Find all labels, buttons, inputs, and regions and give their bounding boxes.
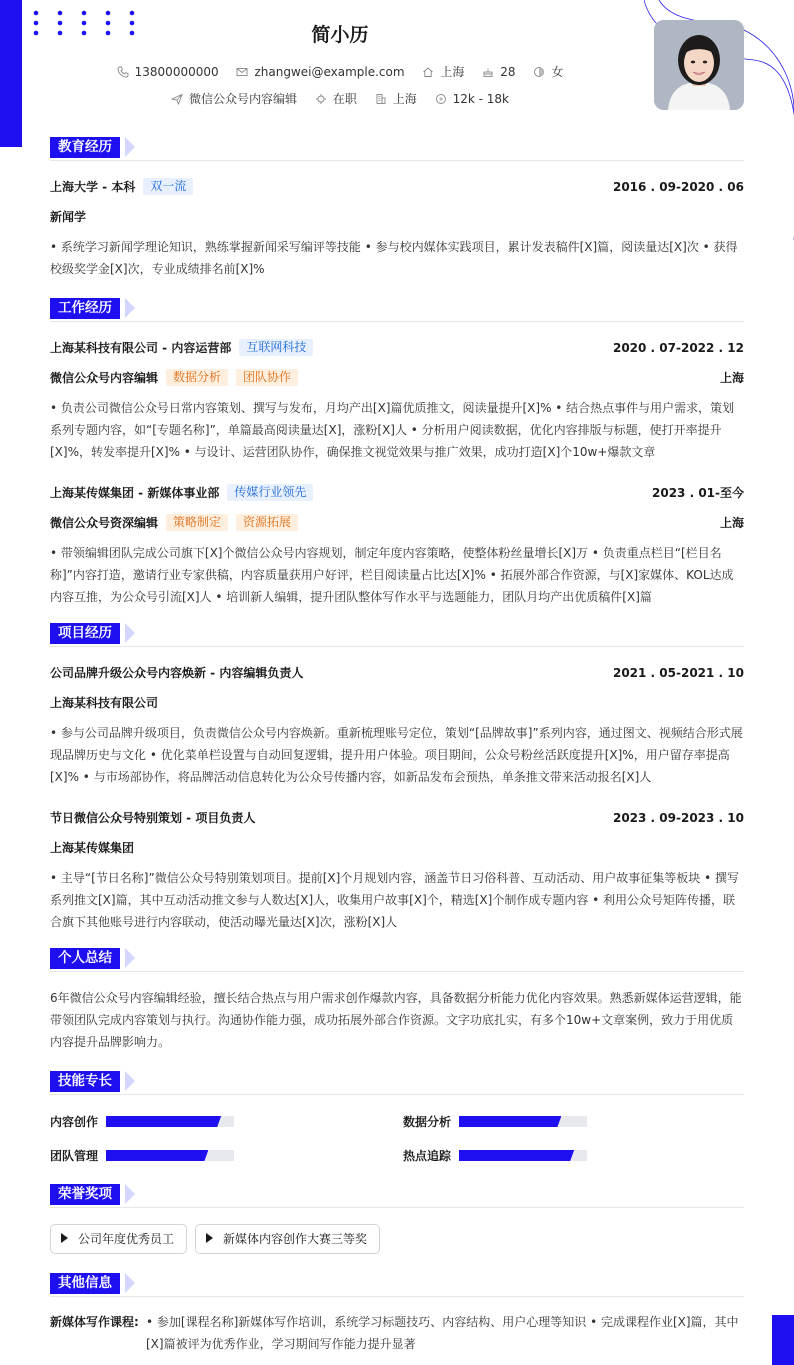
status-text: 在职 xyxy=(332,92,357,106)
other-entry xyxy=(50,1311,744,1355)
honors-section xyxy=(50,1184,744,1256)
award-item xyxy=(50,1224,187,1254)
skill-tag: 数据分析 xyxy=(166,369,228,386)
section-title-fold xyxy=(125,137,135,157)
section-title-fold xyxy=(125,948,135,968)
location-info xyxy=(422,63,464,80)
project-entry xyxy=(50,808,744,933)
role-name: 微信公众号资深编辑 xyxy=(50,516,159,530)
skill-tag: 策略制定 xyxy=(166,514,228,531)
salary-icon xyxy=(435,93,447,105)
skills-grid xyxy=(50,1095,744,1175)
project-section-header xyxy=(50,623,744,647)
project-org-row xyxy=(50,838,744,858)
work-city: 上海 xyxy=(719,371,744,385)
target-city-text: 上海 xyxy=(392,92,417,106)
company-tag: 传媒行业领先 xyxy=(227,484,313,501)
status-info xyxy=(315,90,357,107)
skill-name: 内容创作 xyxy=(50,1115,99,1129)
project-date: 2023 . 09-2023 . 10 xyxy=(612,811,744,825)
gender-text: 女 xyxy=(551,65,564,79)
role-row xyxy=(50,368,744,388)
work-entry-header xyxy=(50,338,744,358)
building-icon xyxy=(375,93,387,105)
phone-icon xyxy=(117,66,129,78)
play-triangle-icon xyxy=(61,1233,68,1243)
major-name: 新闻学 xyxy=(50,210,87,224)
project-entry xyxy=(50,663,744,788)
other-text: • 参加[课程名称]新媒体写作培训，系统学习标题技巧、内容结构、用户心理等知识 • 完成课程作业[X]篇，其中[X]篇被评为优秀作业，学习期间写作能力提升显著 xyxy=(146,1315,739,1351)
skill-bar xyxy=(459,1116,587,1127)
email-info xyxy=(236,65,404,79)
project-entry-header xyxy=(50,663,744,683)
work-entry xyxy=(50,338,744,463)
summary-section-header xyxy=(50,948,744,972)
skill-bar-fill xyxy=(106,1150,208,1161)
mail-icon xyxy=(236,66,248,78)
project-name: 节日微信公众号特别策划 - 项目负责人 xyxy=(50,811,256,825)
status-icon xyxy=(315,93,327,105)
gender-icon xyxy=(533,66,545,78)
education-entry xyxy=(50,177,744,280)
work-description: • 负责公司微信公众号日常内容策划、撰写与发布，月均产出[X]篇优质推文，阅读量提升[X]% • 结合热点事件与用户需求，策划系列专题内容，如“[专题名称]”，单篇最高阅读量达[X]，涨粉[X]人 • 分析用户阅读数据，优化内容排版与标题，使打开率提升[X]%，转发率提升[X]% • 与设计、运营团队协作，确保推文视觉效果与推广效果，成功打造[X]个10w+爆款文章 xyxy=(50,401,735,459)
cake-icon xyxy=(482,66,494,78)
summary-section xyxy=(50,948,744,1053)
work-city: 上海 xyxy=(719,516,744,530)
intention-info-row xyxy=(0,90,680,107)
work-date: 2020 . 07-2022 . 12 xyxy=(612,341,744,355)
skill-tag: 资源拓展 xyxy=(236,514,298,531)
role-name: 微信公众号内容编辑 xyxy=(50,371,159,385)
project-org: 上海某传媒集团 xyxy=(50,841,135,855)
skill-tag: 团队协作 xyxy=(236,369,298,386)
section-title-fold xyxy=(125,623,135,643)
other-section-header xyxy=(50,1273,744,1297)
school-name: 上海大学 - 本科 xyxy=(50,180,136,194)
age-text: 28 xyxy=(500,64,516,79)
school-tag: 双一流 xyxy=(143,178,193,195)
section-title: 工作经历 xyxy=(50,298,120,319)
work-section xyxy=(50,298,744,608)
position-info xyxy=(171,90,297,107)
work-entry-header xyxy=(50,483,744,503)
city-info xyxy=(375,90,417,107)
company-name: 上海某科技有限公司 - 内容运营部 xyxy=(50,341,232,355)
education-section-header xyxy=(50,137,744,161)
work-entry xyxy=(50,483,744,608)
salary-info xyxy=(435,92,509,106)
project-description: • 参与公司品牌升级项目，负责微信公众号内容焕新。重新梳理账号定位，策划“[品牌故事]”系列内容，通过图文、视频结合形式展现品牌历史与文化 • 优化菜单栏设置与自动回复逻辑，提升用户体验。项目期间，公众号粉丝活跃度提升[X]%，用户留存率提高[X]% • 与市场部协作，将品牌活动信息转化为公众号传播内容，如新品发布会预热，单条推文带来活动报名[X]人 xyxy=(50,726,743,784)
section-title-fold xyxy=(125,1273,135,1293)
project-org-row xyxy=(50,693,744,713)
phone-text: 13800000000 xyxy=(134,64,219,79)
skill-bar xyxy=(106,1150,234,1161)
education-section xyxy=(50,137,744,280)
resume-header xyxy=(0,0,794,120)
section-title: 荣誉奖项 xyxy=(50,1184,120,1205)
skill-bar xyxy=(106,1116,234,1127)
phone-info xyxy=(117,65,219,79)
section-title-fold xyxy=(125,298,135,318)
section-title: 技能专长 xyxy=(50,1071,120,1092)
salary-text: 12k - 18k xyxy=(452,91,509,106)
award-name: 新媒体内容创作大赛三等奖 xyxy=(223,1232,368,1246)
education-description: • 系统学习新闻学理论知识，熟练掌握新闻采写编评等技能 • 参与校内媒体实践项目，累计发表稿件[X]篇，阅读量达[X]次 • 获得校级奖学金[X]次，专业成绩排名前[X]% xyxy=(50,240,738,276)
home-icon xyxy=(422,66,434,78)
work-section-header xyxy=(50,298,744,322)
section-title: 个人总结 xyxy=(50,948,120,969)
skill-name: 热点追踪 xyxy=(403,1149,452,1163)
skills-section xyxy=(50,1071,744,1175)
other-label: 新媒体写作课程: xyxy=(50,1315,139,1329)
skill-name: 数据分析 xyxy=(403,1115,452,1129)
project-name: 公司品牌升级公众号内容焕新 - 内容编辑负责人 xyxy=(50,666,304,680)
play-triangle-icon xyxy=(206,1233,213,1243)
project-date: 2021 . 05-2021 . 10 xyxy=(612,666,744,680)
send-icon xyxy=(171,93,183,105)
project-entry-header xyxy=(50,808,744,828)
profile-photo xyxy=(654,20,744,110)
project-description: • 主导“[节日名称]”微信公众号特别策划项目。提前[X]个月规划内容，涵盖节日习俗科普、互动活动、用户故事征集等板块 • 撰写系列推文[X]篇，其中互动活动推文参与人数达[X]人，收集用户故事[X]个，精选[X]个制作成专题内容 • 利用公众号矩阵传播，联合旗下其他账号进行内容联动，使活动曝光量达[X]次，涨粉[X]人 xyxy=(50,871,739,929)
section-title: 教育经历 xyxy=(50,137,120,158)
major-row xyxy=(50,207,744,227)
location-text: 上海 xyxy=(440,65,465,79)
award-item xyxy=(195,1224,380,1254)
work-description: • 带领编辑团队完成公司旗下[X]个微信公众号内容规划，制定年度内容策略，使整体粉丝量增长[X]万 • 负责重点栏目“[栏目名称]”内容打造，邀请行业专家供稿，内容质量获用户好评，栏目阅读量占比达[X]% • 拓展外部合作资源，与[X]家媒体、KOL达成内容互推，为公众号引流[X]人 • 培训新人编辑，提升团队整体写作水平与选题能力，团队月均产出优质稿件[X]篇 xyxy=(50,546,734,604)
gender-info xyxy=(533,63,563,80)
decorative-bar-right xyxy=(772,1315,794,1365)
honors-section-header xyxy=(50,1184,744,1208)
project-section xyxy=(50,623,744,933)
other-section xyxy=(50,1273,744,1355)
education-entry-header xyxy=(50,177,744,197)
honors-list xyxy=(50,1224,744,1256)
skill-name: 团队管理 xyxy=(50,1149,99,1163)
skill-bar-fill xyxy=(459,1150,574,1161)
skill-bar-fill xyxy=(106,1116,221,1127)
skill-bar-fill xyxy=(459,1116,561,1127)
role-row xyxy=(50,513,744,533)
age-info xyxy=(482,65,515,79)
candidate-name: 简小历 xyxy=(311,24,369,46)
section-title-fold xyxy=(125,1184,135,1204)
skill-bar xyxy=(459,1150,587,1161)
skills-section-header xyxy=(50,1071,744,1095)
project-org: 上海某科技有限公司 xyxy=(50,696,159,710)
portrait-avatar xyxy=(654,20,744,110)
award-name: 公司年度优秀员工 xyxy=(78,1232,175,1246)
work-date: 2023 . 01-至今 xyxy=(652,486,744,500)
summary-text: 6年微信公众号内容编辑经验，擅长结合热点与用户需求创作爆款内容，具备数据分析能力优化内容效果。熟悉新媒体运营逻辑，能带领团队完成内容策划与执行。沟通协作能力强，成功拓展外部合作资源。文字功底扎实，有多个10w+文章案例，致力于用优质内容提升品牌影响力。 xyxy=(50,991,742,1049)
contact-info-row xyxy=(0,63,680,80)
email-text: zhangwei@example.com xyxy=(254,64,405,79)
company-name: 上海某传媒集团 - 新媒体事业部 xyxy=(50,486,220,500)
section-title: 项目经历 xyxy=(50,623,120,644)
target-position-text: 微信公众号内容编辑 xyxy=(189,92,298,106)
education-date: 2016 . 09-2020 . 06 xyxy=(612,180,744,194)
section-title-fold xyxy=(125,1071,135,1091)
section-title: 其他信息 xyxy=(50,1273,120,1294)
company-tag: 互联网科技 xyxy=(239,339,313,356)
